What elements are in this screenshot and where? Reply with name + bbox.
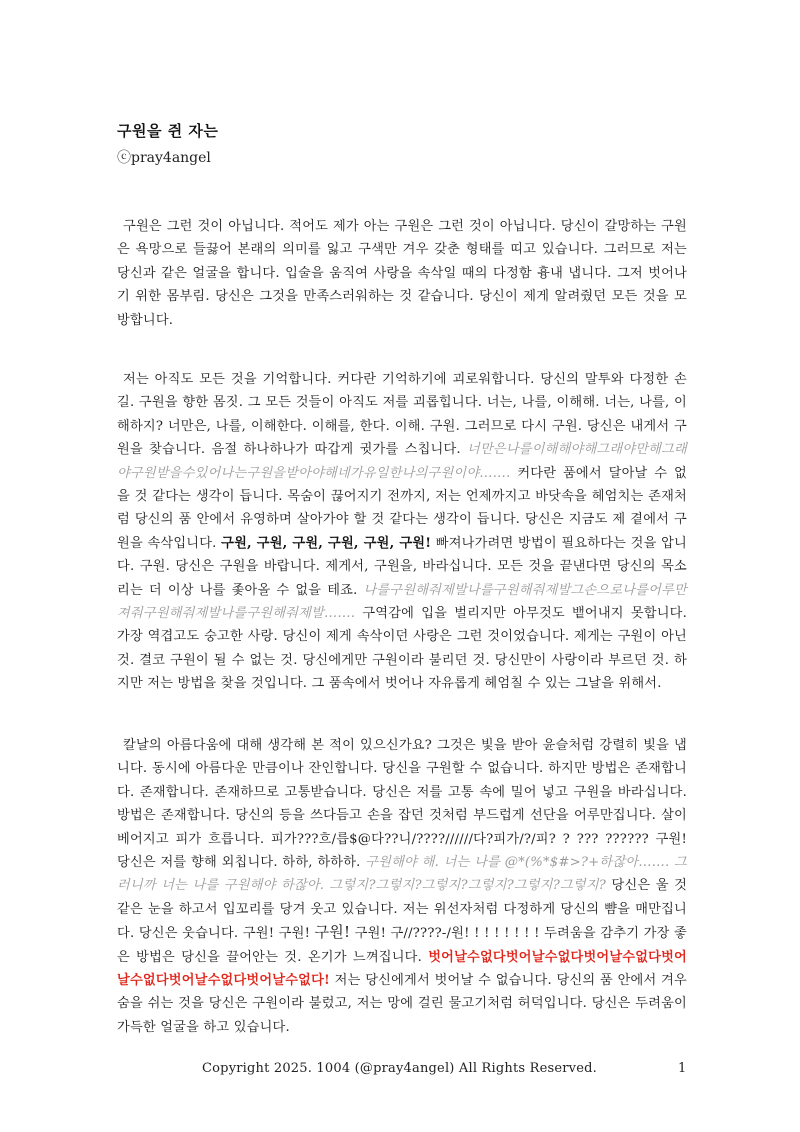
paragraph-3-shout-large: 구원! [314,923,351,942]
paragraph-3-text: 저는 당신에게서 벗어날 수 없습니다. 당신의 품 안에서 겨우 숨을 쉬는 것을 당신은 구원이라 불렀고, 저는 망에 걸린 물고기처럼 허덕입니다. 당신은 두려움이 가득한 얼굴을 하고 있습니다. [117,973,687,1035]
paragraph-1: 구원은 그런 것이 아닙니다. 적어도 제가 아는 구원은 그런 것이 아닙니다. 당신이 갈망하는 구원은 욕망으로 들끓어 본래의 의미를 잃고 구색만 겨우 갖춘 형태를 띠고 있습니다. 그러므로 저는 당신과 같은 얼굴을 합니다. 입술을 움직여 사랑을 속삭일 때의 다정함 흉내 냅니다. 그저 벗어나기 위한 몸부림. 당신은 그것을 만족스러워하는 것 같습니다. 당신이 제게 알려줬던 모든 것을 모방합니다. [117,219,687,328]
paragraph-2-text: 커다란 품에서 달아날 수 없을 것 같다는 생각이 듭니다. 목숨이 끊어지기 전까지, 저는 언제까지고 바닷속을 헤엄치는 존재처럼 당신의 품 안에서 유영하며 살아가야 할 것 같다는 생각이 듭니다. 당신은 지금도 제 곁에서 구원을 속삭입니다. [117,465,687,551]
paragraph-2 [117,368,687,696]
paragraph-2-text: 빠져나가려면 방법이 필요하다는 것을 압니다. 구원. 당신은 구원을 바랍니다. 제게서, 구원을, 바라십니다. 모든 것을 끝낸다면 당신의 목소리는 더 이상 나를 좇아올 수 없을 테죠. [117,535,687,598]
paragraph-2-whisper: 나를구원해줘제발나를구원해줘제발그손으로나를어루만져줘구원해줘제발나를구원해줘제발……. [117,582,687,622]
paragraph-3-text: 칼날의 아름다움에 대해 생각해 본 적이 있으신가요? 그것은 빛을 받아 윤슬처럼 강렬히 빛을 냅니다. 동시에 아름다운 만큼이나 잔인합니다. 당신을 구원할 수 없습니다. 하지만 방법은 존재합니다. 존재합니다. 존재하므로 고통받습니다. 당신은 저를 고통 속에 밀어 넣고 구원을 바라십니다. 방법은 존재합니다. 당신의 등을 쓰다듬고 손을 잡던 것처럼 부드럽게 선단을 어루만집니다. 살이 베어지고 피가 흐릅니다. 피가???흐/릅$@다??니/????//////다?피가/?/피? ? ??? ?????? 구원! 당신은 저를 향해 외칩니다. 하하, 하하하. [117,738,687,871]
paragraph-3-whisper: 구원해야 해. 너는 나를 @*(%*$#>?+하잖아……. 그러니까 너는 나를 구원해야 하잖아. 그렇지?그렇지?그렇지?그렇지?그렇지?그렇지? [117,855,687,894]
page-number: 1 [678,1061,687,1076]
paragraph-2-whisper: 너만은나를이해해야해그래야만해그래야구원받을수있어나는구원을받아야해네가유일한나의구원이야……. [117,442,687,481]
paragraph-3-text: 당신은 울 것 같은 눈을 하고서 입꼬리를 당겨 웃고 있습니다. 저는 위선자처럼 다정하게 당신의 뺨을 매만집니다. 당신은 웃습니다. [117,878,688,942]
author-credit: ⓒpray4angel [117,150,211,166]
paragraph-3 [117,734,687,1039]
paragraph-2-emphasis: 구원, 구원, 구원, 구원, 구원, 구원! [221,535,432,551]
paragraph-2-text: 구역감에 입을 벌리지만 아무것도 뱉어내지 못합니다. 가장 역겹고도 숭고한 사랑. 당신이 제게 속삭이던 사랑은 그런 것이었습니다. 제게는 구원이 아닌 것. 결코 구원이 될 수 없는 것. 당신에게만 구원이라 불리던 것. 당신만이 사랑이라 부르던 것. 하지만 저는 방법을 찾을 것입니다. 그 품속에서 벗어나 자유롭게 헤엄칠 수 있는 그날을 위해서. [117,606,687,692]
paragraph-3-red-emphasis: 벗어날수없다벗어날수없다벗어날수없다벗어날수없다벗어날수없다벗어날수없다! [117,949,687,989]
paragraph-3-shout: 구원! 구원! [242,926,315,942]
document-title: 구원을 쥔 자는 [117,122,219,140]
paragraph-3-text: 구원! 구//????-/원! ! ! ! ! ! ! ! 두려움을 감추기 가장 좋은 방법은 당신을 끌어안는 것. 온기가 느껴집니다. [117,926,688,965]
paragraph-2-text: 저는 아직도 모든 것을 기억합니다. 커다란 기억하기에 괴로워합니다. 당신의 말투와 다정한 손길. 구원을 향한 몸짓. 그 모든 것들이 아직도 저를 괴롭힙니다. 너는, 나를, 이해해. 너는, 나를, 이해하지? 너만은, 나를, 이해한다. 이해를, 한다. 이해. 구원. 그러므로 다시 구원. 당신은 내게서 구원을 찾습니다. 음절 하나하나가 따갑게 귓가를 스칩니다. [117,372,687,458]
copyright-footer: Copyright 2025. 1004 (@pray4angel) All Rights Reserved. [202,1061,597,1076]
